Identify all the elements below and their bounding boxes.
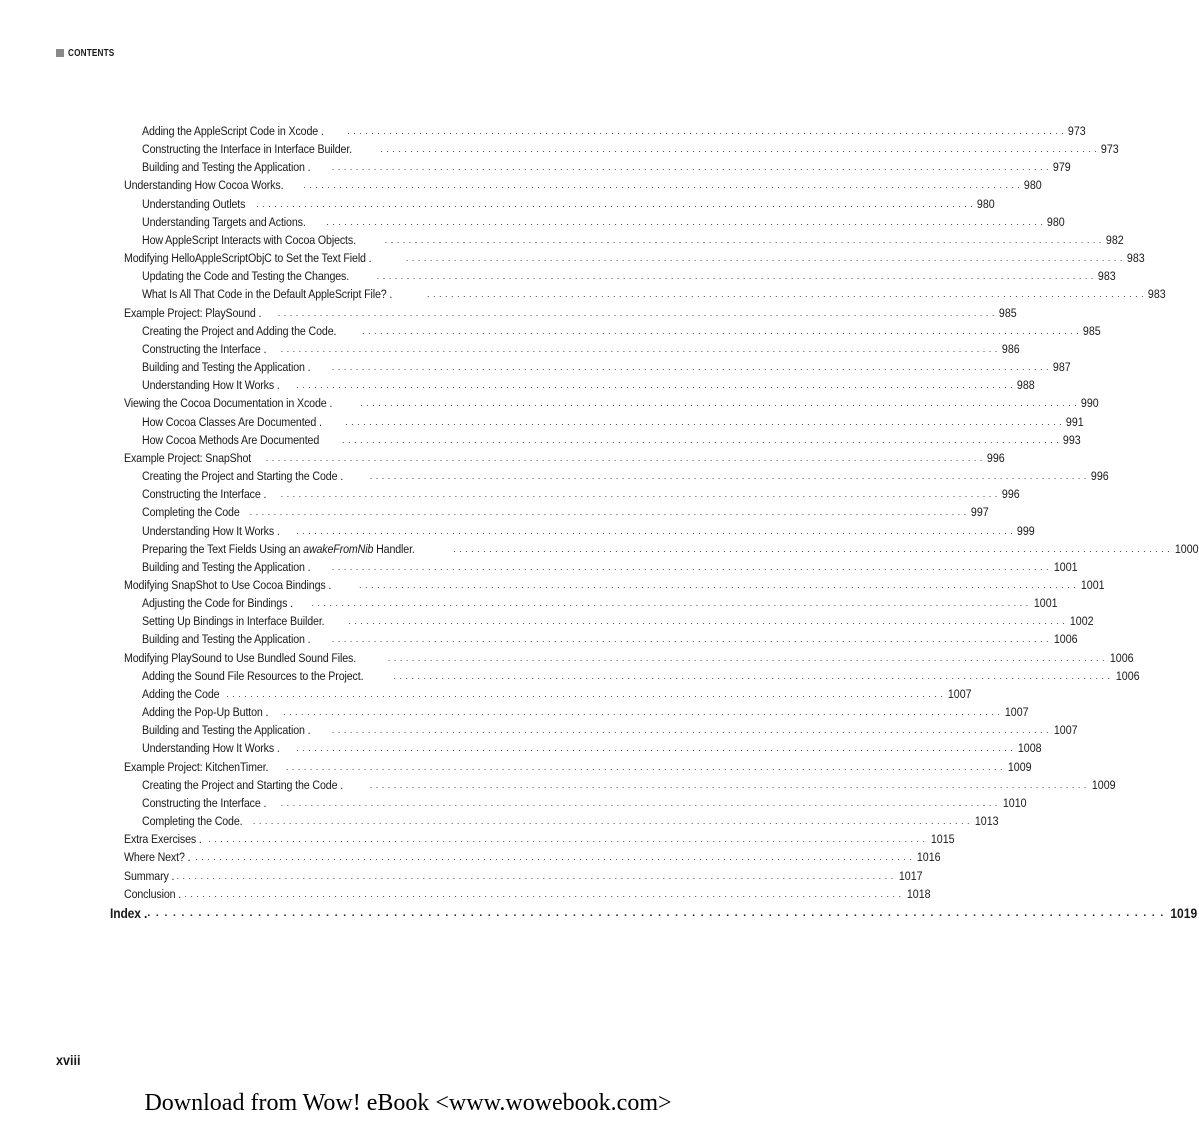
toc-entry-title: Index .: [110, 904, 148, 921]
dot-leader: . . . . . . . . . . . . . . . . . . . . . . . . . . . . . . . . . . . . . . . . . . . . . . . . . . . . . . . . . . . . . . . . . . . . . . . . . . . . . . . . . . . . . . . . . . . . . . . . . . . . . . . . . . . . . . . . . . . . . . . .: [147, 906, 1165, 919]
toc-entry-title: Completing the Code.: [142, 814, 243, 829]
toc-entry-title: Example Project: PlaySound .: [124, 305, 262, 320]
toc-entry-title: Building and Testing the Application .: [142, 559, 311, 574]
dot-leader: . . . . . . . . . . . . . . . . . . . . . . . . . . . . . . . . . . . . . . . . . . . . . . . . . . . . . . . . . . . . . . . . . . . . . . . . . . . . . . . . . . . . . . . . . . . . . . . . . . . . . . . . . . . . . . . . . . . . . . . .: [277, 307, 995, 318]
running-header: [56, 46, 125, 60]
dot-leader: . . . . . . . . . . . . . . . . . . . . . . . . . . . . . . . . . . . . . . . . . . . . . . . . . . . . . . . . . . . . . . . . . . . . . . . . . . . . . . . . . . . . . . . . . . . . . . . . . . . . . . . . . . . . . . . . . . . . . . . .: [280, 797, 998, 808]
toc-entry-page: 985: [998, 305, 1017, 320]
toc-entry-title: Adding the Code: [142, 686, 220, 701]
toc-entry[interactable]: [142, 612, 1094, 630]
dot-leader: . . . . . . . . . . . . . . . . . . . . . . . . . . . . . . . . . . . . . . . . . . . . . . . . . . . . . . . . . . . . . . . . . . . . . . . . . . . . . . . . . . . . . . . . . . . . . . . . . . . . . . . . . . . . . . . . . . . . . . . .: [311, 598, 1029, 609]
toc-entry-page: 1006: [1053, 632, 1078, 647]
toc-entry-title: Understanding How Cocoa Works.: [124, 178, 284, 193]
toc-entry-title: Adding the AppleScript Code in Xcode .: [142, 124, 324, 138]
toc-entry-page: 993: [1062, 432, 1081, 447]
toc-entry-page: 983: [1126, 251, 1145, 266]
toc-entry-title: Understanding How It Works .: [142, 523, 280, 538]
dot-leader: . . . . . . . . . . . . . . . . . . . . . . . . . . . . . . . . . . . . . . . . . . . . . . . . . . . . . . . . . . . . . . . . . . . . . . . . . . . . . . . . . . . . . . . . . . . . . . . . . . . . . . . . . . . . . . . . . . . . . . . .: [195, 852, 913, 863]
toc-entry-page: 1009: [1091, 777, 1116, 792]
dot-leader: . . . . . . . . . . . . . . . . . . . . . . . . . . . . . . . . . . . . . . . . . . . . . . . . . . . . . . . . . . . . . . . . . . . . . . . . . . . . . . . . . . . . . . . . . . . . . . . . . . . . . . . . . . . . . . . . . . . . . . . .: [296, 743, 1014, 754]
dot-leader: . . . . . . . . . . . . . . . . . . . . . . . . . . . . . . . . . . . . . . . . . . . . . . . . . . . . . . . . . . . . . . . . . . . . . . . . . . . . . . . . . . . . . . . . . . . . . . . . . . . . . . . . . . . . . . . . . . . . . . . .: [249, 507, 967, 518]
toc-entry-title: Modifying SnapShot to Use Cocoa Bindings .: [124, 578, 332, 592]
toc-entry-title: Extra Exercises .: [124, 832, 202, 847]
toc-entry-page: 1009: [1007, 759, 1032, 774]
toc-entry[interactable]: [142, 358, 1071, 376]
dot-leader: . . . . . . . . . . . . . . . . . . . . . . . . . . . . . . . . . . . . . . . . . . . . . . . . . . . . . . . . . . . . . . . . . . . . . . . . . . . . . . . . . . . . . . . . . . . . . . . . . . . . . . . . . . . . . . . . . . . . . . . .: [285, 761, 1004, 772]
toc-entry-page: 996: [1090, 469, 1109, 484]
dot-leader: . . . . . . . . . . . . . . . . . . . . . . . . . . . . . . . . . . . . . . . . . . . . . . . . . . . . . . . . . . . . . . . . . . . . . . . . . . . . . . . . . . . . . . . . . . . . . . . . . . . . . . . . . . . . . . . . . . . . . . . .: [376, 271, 1094, 282]
toc-entry-title: Creating the Project and Adding the Code.: [142, 323, 337, 338]
toc-entry[interactable]: [124, 249, 1145, 267]
toc-entry-title: Building and Testing the Application .: [142, 360, 311, 375]
toc-entry[interactable]: [142, 431, 1081, 449]
toc-entry-page: 1007: [1004, 705, 1029, 720]
toc-entry-title: Constructing the Interface .: [142, 795, 267, 810]
toc-entry[interactable]: [142, 721, 1078, 739]
dot-leader: . . . . . . . . . . . . . . . . . . . . . . . . . . . . . . . . . . . . . . . . . . . . . . . . . . . . . . . . . . . . . . . . . . . . . . . . . . . . . . . . . . . . . . . . . . . . . . . . . . . . . . . . . . . . . . . . . . . . . . . .: [347, 126, 1065, 136]
toc-entry-title: How AppleScript Interacts with Cocoa Objects.: [142, 232, 356, 247]
toc-entry-page: 983: [1147, 287, 1166, 302]
toc-entry[interactable]: [142, 667, 1140, 685]
toc-entry-page: 985: [1083, 323, 1101, 338]
toc-entry[interactable]: [124, 885, 931, 903]
toc-entry-page: 1013: [974, 814, 999, 829]
dot-leader: . . . . . . . . . . . . . . . . . . . . . . . . . . . . . . . . . . . . . . . . . . . . . . . . . . . . . . . . . . . . . . . . . . . . . . . . . . . . . . . . . . . . . . . . . . . . . . . . . . . . . . . . . . . . . . . . . . . . . . . .: [296, 380, 1014, 391]
toc-entry-page: 1000: [1175, 541, 1199, 556]
dot-leader: . . . . . . . . . . . . . . . . . . . . . . . . . . . . . . . . . . . . . . . . . . . . . . . . . . . . . . . . . . . . . . . . . . . . . . . . . . . . . . . . . . . . . . . . . . . . . . . . . . . . . . . . . . . . . . . . . . . . . . . .: [453, 543, 1171, 554]
toc-entry-title: Adding the Pop-Up Button .: [142, 705, 269, 720]
toc-entry-title-part: Preparing the Text Fields Using an: [142, 541, 304, 556]
dot-leader: . . . . . . . . . . . . . . . . . . . . . . . . . . . . . . . . . . . . . . . . . . . . . . . . . . . . . . . . . . . . . . . . . . . . . . . . . . . . . . . . . . . . . . . . . . . . . . . . . . . . . . . . . . . . . . . . . . . . . . . .: [360, 398, 1078, 409]
toc-entry-title-emphasis: awakeFromNib: [303, 541, 374, 556]
toc-entry-title: Understanding Targets and Actions.: [142, 214, 306, 229]
toc-entry-page: 1006: [1115, 668, 1140, 683]
dot-leader: . . . . . . . . . . . . . . . . . . . . . . . . . . . . . . . . . . . . . . . . . . . . . . . . . . . . . . . . . . . . . . . . . . . . . . . . . . . . . . . . . . . . . . . . . . . . . . . . . . . . . . . . . . . . . . . . . . . . . . . .: [296, 525, 1014, 536]
toc-entry[interactable]: [142, 413, 1084, 431]
toc-entry-title: Updating the Code and Testing the Changes.: [142, 269, 350, 284]
toc-entry[interactable]: [142, 522, 1035, 540]
toc-entry-page: 1018: [906, 886, 931, 901]
toc-entry[interactable]: [142, 122, 1087, 140]
toc-entry-page: 980: [1047, 214, 1066, 229]
dot-leader: . . . . . . . . . . . . . . . . . . . . . . . . . . . . . . . . . . . . . . . . . . . . . . . . . . . . . . . . . . . . . . . . . . . . . . . . . . . . . . . . . . . . . . . . . . . . . . . . . . . . . . . . . . . . . . . . . . . . . . . .: [331, 362, 1050, 373]
toc-entry[interactable]: [124, 830, 955, 848]
dot-leader: . . . . . . . . . . . . . . . . . . . . . . . . . . . . . . . . . . . . . . . . . . . . . . . . . . . . . . . . . . . . . . . . . . . . . . . . . . . . . . . . . . . . . . . . . . . . . . . . . . . . . . . . . . . . . . . . . . . . . . . .: [384, 234, 1102, 245]
toc-entry-title: Completing the Code: [142, 505, 240, 520]
dot-leader: . . . . . . . . . . . . . . . . . . . . . . . . . . . . . . . . . . . . . . . . . . . . . . . . . . . . . . . . . . . . . . . . . . . . . . . . . . . . . . . . . . . . . . . . . . . . . . . . . . . . . . . . . . . . . . . . . . . . . . . .: [341, 434, 1060, 445]
dot-leader: . . . . . . . . . . . . . . . . . . . . . . . . . . . . . . . . . . . . . . . . . . . . . . . . . . . . . . . . . . . . . . . . . . . . . . . . . . . . . . . . . . . . . . . . . . . . . . . . . . . . . . . . . . . . . . . . . . . . . . . .: [252, 816, 970, 827]
toc-entry-page: 1015: [930, 832, 955, 847]
toc-entry-page: 997: [970, 505, 989, 520]
dot-leader: . . . . . . . . . . . . . . . . . . . . . . . . . . . . . . . . . . . . . . . . . . . . . . . . . . . . . . . . . . . . . . . . . . . . . . . . . . . . . . . . . . . . . . . . . . . . . . . . . . . . . . . . . . . . . . . . . . . . . . . .: [256, 198, 974, 209]
running-header-label: CONTENTS: [68, 47, 115, 59]
toc-entry[interactable]: [142, 158, 1071, 176]
toc-entry-page: 999: [1017, 523, 1035, 538]
toc-entry-title: [142, 542, 415, 556]
toc-entry-title: Conclusion .: [124, 886, 182, 901]
toc-entry-page: 991: [1066, 414, 1084, 429]
toc-entry[interactable]: [142, 794, 1027, 812]
toc-entry[interactable]: [142, 267, 1116, 285]
toc-entry-page: 1001: [1053, 559, 1078, 574]
toc-entry[interactable]: [142, 503, 989, 521]
toc-entry[interactable]: [124, 304, 1017, 322]
toc-entry[interactable]: [124, 848, 941, 866]
dot-leader: . . . . . . . . . . . . . . . . . . . . . . . . . . . . . . . . . . . . . . . . . . . . . . . . . . . . . . . . . . . . . . . . . . . . . . . . . . . . . . . . . . . . . . . . . . . . . . . . . . . . . . . . . . . . . . . . . . . . . . . .: [326, 216, 1044, 227]
dot-leader: . . . . . . . . . . . . . . . . . . . . . . . . . . . . . . . . . . . . . . . . . . . . . . . . . . . . . . . . . . . . . . . . . . . . . . . . . . . . . . . . . . . . . . . . . . . . . . . . . . . . . . . . . . . . . . . . . . . . . . . .: [282, 707, 1001, 718]
toc-entry-page: 988: [1017, 378, 1035, 393]
toc-entry-page: 979: [1052, 160, 1071, 175]
toc-entry[interactable]: [124, 867, 923, 885]
toc-entry-title: Building and Testing the Application .: [142, 632, 311, 647]
toc-entry-page: 996: [986, 450, 1005, 465]
toc-entry-page: 1001: [1033, 596, 1058, 611]
toc-entry-page: 996: [1001, 487, 1020, 502]
toc-entry[interactable]: [142, 195, 995, 213]
toc-entry[interactable]: [142, 140, 1120, 158]
toc-entry[interactable]: [142, 340, 1020, 358]
toc-entry-page: 982: [1105, 232, 1124, 247]
dot-leader: . . . . . . . . . . . . . . . . . . . . . . . . . . . . . . . . . . . . . . . . . . . . . . . . . . . . . . . . . . . . . . . . . . . . . . . . . . . . . . . . . . . . . . . . . . . . . . . . . . . . . . . . . . . . . . . . . . . . . . . .: [303, 180, 1021, 191]
toc-entry[interactable]: [142, 231, 1124, 249]
dot-leader: . . . . . . . . . . . . . . . . . . . . . . . . . . . . . . . . . . . . . . . . . . . . . . . . . . . . . . . . . . . . . . . . . . . . . . . . . . . . . . . . . . . . . . . . . . . . . . . . . . . . . . . . . . . . . . . . . . . . . . . .: [184, 888, 902, 899]
dot-leader: . . . . . . . . . . . . . . . . . . . . . . . . . . . . . . . . . . . . . . . . . . . . . . . . . . . . . . . . . . . . . . . . . . . . . . . . . . . . . . . . . . . . . . . . . . . . . . . . . . . . . . . . . . . . . . . . . . . . . . . .: [331, 725, 1050, 736]
toc-entry-title: Understanding Outlets: [142, 196, 246, 211]
page-number: xviii: [56, 1052, 81, 1068]
toc-entry-page: 1016: [917, 850, 941, 865]
toc-entry-title: Where Next? .: [124, 850, 191, 865]
dot-leader: . . . . . . . . . . . . . . . . . . . . . . . . . . . . . . . . . . . . . . . . . . . . . . . . . . . . . . . . . . . . . . . . . . . . . . . . . . . . . . . . . . . . . . . . . . . . . . . . . . . . . . . . . . . . . . . . . . . . . . . .: [331, 561, 1050, 572]
toc-entry-page: 1019: [1169, 904, 1197, 921]
toc-entry[interactable]: [142, 213, 1066, 231]
toc-entry-title: What Is All That Code in the Default AppleScript File? .: [142, 287, 393, 302]
toc-entry-title: Building and Testing the Application .: [142, 160, 311, 175]
toc-entry-title: Modifying PlaySound to Use Bundled Sound Files.: [124, 650, 357, 665]
toc-entry-title: Viewing the Cocoa Documentation in Xcode .: [124, 396, 333, 411]
dot-leader: . . . . . . . . . . . . . . . . . . . . . . . . . . . . . . . . . . . . . . . . . . . . . . . . . . . . . . . . . . . . . . . . . . . . . . . . . . . . . . . . . . . . . . . . . . . . . . . . . . . . . . . . . . . . . . . . . . . . . . . .: [358, 580, 1077, 590]
toc-entry-page: 1007: [948, 686, 972, 701]
dot-leader: . . . . . . . . . . . . . . . . . . . . . . . . . . . . . . . . . . . . . . . . . . . . . . . . . . . . . . . . . . . . . . . . . . . . . . . . . . . . . . . . . . . . . . . . . . . . . . . . . . . . . . . . . . . . . . . . . . . . . . . .: [426, 289, 1145, 300]
toc-entry-page: 1007: [1053, 723, 1078, 738]
dot-leader: . . . . . . . . . . . . . . . . . . . . . . . . . . . . . . . . . . . . . . . . . . . . . . . . . . . . . . . . . . . . . . . . . . . . . . . . . . . . . . . . . . . . . . . . . . . . . . . . . . . . . . . . . . . . . . . . . . . . . . . .: [280, 489, 998, 500]
toc-entry[interactable]: [142, 285, 1166, 303]
toc-entry-page: 1010: [1002, 795, 1027, 810]
toc-entry[interactable]: [124, 649, 1134, 667]
toc-entry-page: 986: [1001, 341, 1020, 356]
toc-entry-title: Setting Up Bindings in Interface Builder.: [142, 614, 325, 629]
toc-entry-title: How Cocoa Classes Are Documented .: [142, 414, 322, 429]
toc-entry-title: Modifying HelloAppleScriptObjC to Set the Text Field .: [124, 251, 372, 266]
toc-entry-page: 1001: [1080, 578, 1105, 592]
dot-leader: . . . . . . . . . . . . . . . . . . . . . . . . . . . . . . . . . . . . . . . . . . . . . . . . . . . . . . . . . . . . . . . . . . . . . . . . . . . . . . . . . . . . . . . . . . . . . . . . . . . . . . . . . . . . . . . . . . . . . . . .: [348, 616, 1066, 627]
dot-leader: . . . . . . . . . . . . . . . . . . . . . . . . . . . . . . . . . . . . . . . . . . . . . . . . . . . . . . . . . . . . . . . . . . . . . . . . . . . . . . . . . . . . . . . . . . . . . . . . . . . . . . . . . . . . . . . . . . . . . . . .: [387, 652, 1105, 663]
toc-entry-page: 983: [1097, 269, 1116, 284]
toc-entry-page: 980: [977, 196, 995, 211]
toc-entry-page: 987: [1052, 360, 1071, 375]
toc-entry-page: 1006: [1109, 650, 1134, 665]
toc-entry[interactable]: [142, 594, 1058, 612]
dot-leader: . . . . . . . . . . . . . . . . . . . . . . . . . . . . . . . . . . . . . . . . . . . . . . . . . . . . . . . . . . . . . . . . . . . . . . . . . . . . . . . . . . . . . . . . . . . . . . . . . . . . . . . . . . . . . . . . . . . . . . . .: [393, 670, 1111, 681]
toc-entry-page: 973: [1101, 142, 1120, 157]
toc-entry-title: Summary .: [124, 868, 175, 883]
dot-leader: . . . . . . . . . . . . . . . . . . . . . . . . . . . . . . . . . . . . . . . . . . . . . . . . . . . . . . . . . . . . . . . . . . . . . . . . . . . . . . . . . . . . . . . . . . . . . . . . . . . . . . . . . . . . . . . . . . . . . . . .: [176, 870, 894, 881]
toc-entry[interactable]: [142, 322, 1101, 340]
dot-leader: . . . . . . . . . . . . . . . . . . . . . . . . . . . . . . . . . . . . . . . . . . . . . . . . . . . . . . . . . . . . . . . . . . . . . . . . . . . . . . . . . . . . . . . . . . . . . . . . . . . . . . . . . . . . . . . . . . . . . . . .: [369, 471, 1087, 482]
toc-entry[interactable]: [142, 376, 1035, 394]
header-square-icon: [56, 49, 64, 57]
toc-entry-title-part: Handler.: [373, 541, 415, 556]
toc-entry[interactable]: [124, 176, 1043, 194]
toc-entry[interactable]: [142, 485, 1020, 503]
toc-entry[interactable]: [142, 685, 972, 703]
toc-entry-title: Building and Testing the Application .: [142, 723, 311, 738]
toc-entry[interactable]: [142, 630, 1078, 648]
toc-entry-page: 973: [1068, 124, 1087, 138]
toc-entry[interactable]: [124, 758, 1032, 776]
toc-entry-page: 1017: [898, 868, 923, 883]
toc-entry[interactable]: [142, 467, 1109, 485]
toc-entry-title: Adjusting the Code for Bindings .: [142, 596, 293, 611]
toc-entry[interactable]: [142, 540, 1199, 558]
toc-entry-title: Constructing the Interface .: [142, 341, 267, 356]
toc-entry[interactable]: [142, 703, 1029, 721]
dot-leader: . . . . . . . . . . . . . . . . . . . . . . . . . . . . . . . . . . . . . . . . . . . . . . . . . . . . . . . . . . . . . . . . . . . . . . . . . . . . . . . . . . . . . . . . . . . . . . . . . . . . . . . . . . . . . . . . . . . . . . . .: [265, 452, 983, 463]
toc-entry-title: Constructing the Interface in Interface Builder.: [142, 142, 353, 157]
dot-leader: . . . . . . . . . . . . . . . . . . . . . . . . . . . . . . . . . . . . . . . . . . . . . . . . . . . . . . . . . . . . . . . . . . . . . . . . . . . . . . . . . . . . . . . . . . . . . . . . . . . . . . . . . . . . . . . . . . . . . . . .: [380, 144, 1098, 155]
toc-entry[interactable]: [124, 449, 1005, 467]
dot-leader: . . . . . . . . . . . . . . . . . . . . . . . . . . . . . . . . . . . . . . . . . . . . . . . . . . . . . . . . . . . . . . . . . . . . . . . . . . . . . . . . . . . . . . . . . . . . . . . . . . . . . . . . . . . . . . . . . . . . . . . .: [369, 779, 1087, 790]
toc-entry[interactable]: [124, 576, 1105, 594]
toc-entry-title: Adding the Sound File Resources to the Project.: [142, 668, 364, 683]
toc-entry-title: Creating the Project and Starting the Code .: [142, 777, 344, 792]
toc-entry[interactable]: [142, 776, 1116, 794]
dot-leader: . . . . . . . . . . . . . . . . . . . . . . . . . . . . . . . . . . . . . . . . . . . . . . . . . . . . . . . . . . . . . . . . . . . . . . . . . . . . . . . . . . . . . . . . . . . . . . . . . . . . . . . . . . . . . . . . . . . . . . . .: [362, 325, 1080, 336]
toc-entry[interactable]: [142, 812, 999, 830]
dot-leader: . . . . . . . . . . . . . . . . . . . . . . . . . . . . . . . . . . . . . . . . . . . . . . . . . . . . . . . . . . . . . . . . . . . . . . . . . . . . . . . . . . . . . . . . . . . . . . . . . . . . . . . . . . . . . . . . . . . . . . . .: [280, 343, 998, 354]
toc-entry-page: 990: [1081, 396, 1099, 411]
dot-leader: . . . . . . . . . . . . . . . . . . . . . . . . . . . . . . . . . . . . . . . . . . . . . . . . . . . . . . . . . . . . . . . . . . . . . . . . . . . . . . . . . . . . . . . . . . . . . . . . . . . . . . . . . . . . . . . . . . . . . . . .: [226, 688, 944, 699]
toc-entry-page: 1002: [1070, 614, 1094, 629]
dot-leader: . . . . . . . . . . . . . . . . . . . . . . . . . . . . . . . . . . . . . . . . . . . . . . . . . . . . . . . . . . . . . . . . . . . . . . . . . . . . . . . . . . . . . . . . . . . . . . . . . . . . . . . . . . . . . . . . . . . . . . . .: [208, 834, 926, 845]
toc-entry-title: Creating the Project and Starting the Code .: [142, 469, 344, 484]
dot-leader: . . . . . . . . . . . . . . . . . . . . . . . . . . . . . . . . . . . . . . . . . . . . . . . . . . . . . . . . . . . . . . . . . . . . . . . . . . . . . . . . . . . . . . . . . . . . . . . . . . . . . . . . . . . . . . . . . . . . . . . .: [331, 634, 1050, 645]
toc-entry[interactable]: [124, 394, 1099, 412]
toc-entry[interactable]: [142, 739, 1042, 757]
toc-entry-page: 980: [1024, 178, 1043, 193]
toc-entry[interactable]: [142, 558, 1078, 576]
dot-leader: . . . . . . . . . . . . . . . . . . . . . . . . . . . . . . . . . . . . . . . . . . . . . . . . . . . . . . . . . . . . . . . . . . . . . . . . . . . . . . . . . . . . . . . . . . . . . . . . . . . . . . . . . . . . . . . . . . . . . . . .: [331, 162, 1050, 173]
toc-entry-title: How Cocoa Methods Are Documented: [142, 432, 320, 447]
toc-entry-title: Example Project: KitchenTimer.: [124, 759, 269, 774]
dot-leader: . . . . . . . . . . . . . . . . . . . . . . . . . . . . . . . . . . . . . . . . . . . . . . . . . . . . . . . . . . . . . . . . . . . . . . . . . . . . . . . . . . . . . . . . . . . . . . . . . . . . . . . . . . . . . . . . . . . . . . . .: [345, 416, 1063, 427]
download-footer: Download from Wow! eBook <www.wowebook.com>: [144, 1090, 672, 1116]
toc-entry-title: Understanding How It Works .: [142, 741, 280, 756]
toc-entry-page: 1008: [1018, 741, 1042, 756]
dot-leader: . . . . . . . . . . . . . . . . . . . . . . . . . . . . . . . . . . . . . . . . . . . . . . . . . . . . . . . . . . . . . . . . . . . . . . . . . . . . . . . . . . . . . . . . . . . . . . . . . . . . . . . . . . . . . . . . . . . . . . . .: [405, 253, 1123, 264]
toc-entry-index[interactable]: [108, 903, 1197, 923]
toc-entry-title: Example Project: SnapShot: [124, 450, 252, 465]
toc-entry-title: Understanding How It Works .: [142, 378, 280, 393]
toc-entry-title: Constructing the Interface .: [142, 487, 267, 502]
